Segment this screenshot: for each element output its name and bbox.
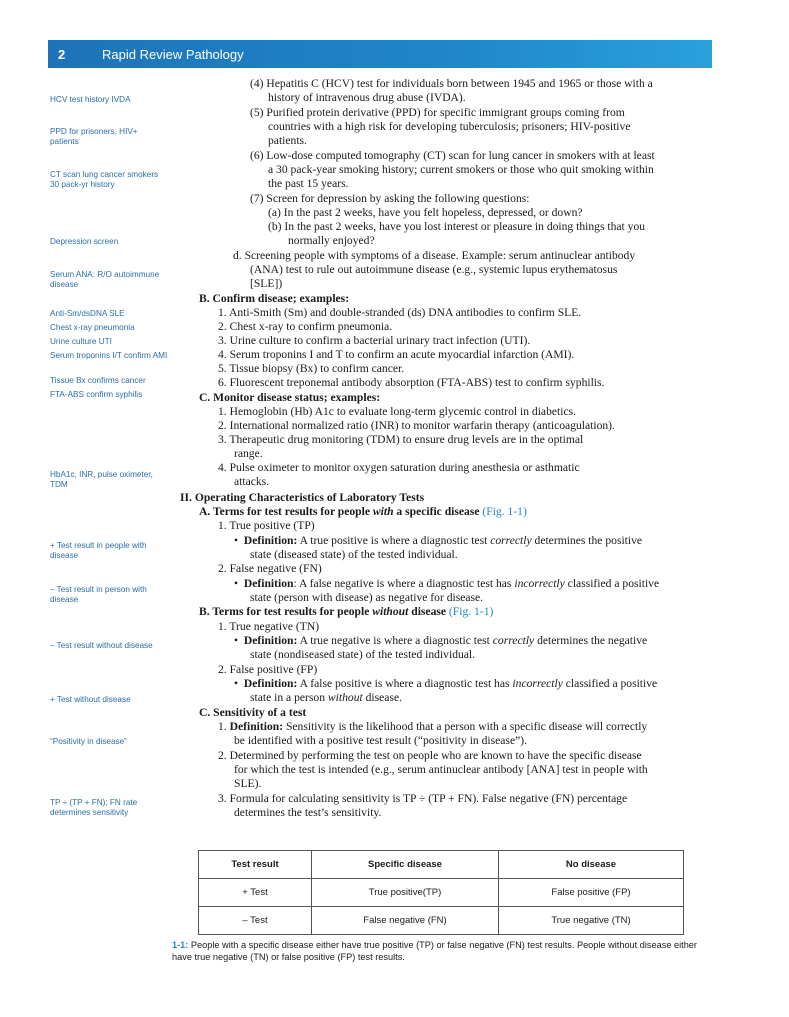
text-line: countries with a high risk for developing tuberculosis; prisoners; HIV-positive (268, 120, 631, 133)
margin-note: Serum ANA: R/O autoimmune disease (50, 270, 160, 289)
text-line: 2. False negative (FN) (218, 562, 322, 575)
section-heading: B. Confirm disease; examples: (199, 292, 350, 305)
text-line: d. Screening people with symptoms of a disease. Example: serum antinuclear antibody (233, 249, 636, 262)
page-header (48, 40, 712, 68)
margin-note: “Positivity in disease” (50, 737, 127, 746)
text-line: history of intravenous drug abuse (IVDA). (268, 91, 466, 104)
table-header-cell: No disease (499, 851, 684, 879)
margin-note: HbA1c, INR, pulse oximeter, TDM (50, 470, 153, 489)
text-line: 4. Serum troponins I and T to confirm an acute myocardial infarction (AMI). (218, 348, 575, 361)
text-line: state (nondiseased state) of the tested individual. (250, 648, 476, 661)
text-line: SLE). (234, 777, 262, 790)
table-cell: True positive(TP) (312, 879, 499, 907)
table-cell: – Test (199, 907, 312, 935)
figure-link[interactable]: (Fig. 1-1) (448, 605, 494, 618)
text-line: • Definition: A true negative is where a diagnostic test correctly determines the negative (234, 634, 648, 647)
section-heading: B. Terms for test results for people without disease (Fig. 1-1) (199, 605, 494, 618)
text-line: • Definition: A false negative is where a diagnostic test has incorrectly classified a positive (234, 577, 660, 590)
text-line: range. (234, 447, 263, 460)
margin-note: TP ÷ (TP + FN); FN rate determines sensitivity (50, 798, 138, 817)
margin-note: FTA-ABS confirm syphilis (50, 390, 143, 399)
table-header-cell: Specific disease (312, 851, 499, 879)
caption-label: 1-1: (172, 940, 189, 950)
text-line: state (diseased state) of the tested individual. (250, 548, 458, 561)
page-number: 2 (58, 46, 66, 62)
text-line: • Definition: A false positive is where a diagnostic test has incorrectly classified a positive (234, 677, 658, 690)
margin-note: Tissue Bx confirms cancer (50, 376, 146, 385)
margin-note: + Test result in people with disease (50, 541, 147, 560)
text-line: • Definition: A true positive is where a diagnostic test correctly determines the positive (234, 534, 643, 547)
section-heading: C. Sensitivity of a test (199, 706, 307, 719)
section-heading: A. Terms for test results for people with a specific disease (Fig. 1-1) (199, 505, 527, 518)
table-cell: False positive (FP) (499, 879, 684, 907)
text-line: 4. Pulse oximeter to monitor oxygen saturation during anesthesia or asthmatic (218, 461, 580, 474)
text-line: 1. Anti-Smith (Sm) and double-stranded (ds) DNA antibodies to confirm SLE. (218, 306, 582, 319)
text-line: (b) In the past 2 weeks, have you lost interest or pleasure in doing things that you (268, 220, 646, 233)
table-header-row (199, 851, 684, 879)
text-line: 3. Formula for calculating sensitivity is TP ÷ (TP + FN). False negative (FN) percentage (218, 792, 628, 805)
text-line: state (person with disease) as negative for disease. (250, 591, 484, 604)
text-line: 3. Urine culture to confirm a bacterial urinary tract infection (UTI). (218, 334, 531, 347)
margin-note: – Test result without disease (50, 641, 153, 650)
text-line: (7) Screen for depression by asking the following questions: (250, 192, 530, 205)
text-line: (5) Purified protein derivative (PPD) for specific immigrant groups coming from (250, 106, 625, 119)
margin-note: CT scan lung cancer smokers 30 pack-yr history (50, 170, 159, 189)
margin-note: HCV test history IVDA (50, 95, 131, 104)
text-line: attacks. (234, 475, 270, 488)
margin-note: Urine culture UTI (50, 337, 112, 346)
text-line: 5. Tissue biopsy (Bx) to confirm cancer. (218, 362, 405, 375)
text-line: (ANA) test to rule out autoimmune disease (e.g., systemic lupus erythematosus (250, 263, 618, 276)
margin-note: – Test result in person with disease (50, 585, 147, 604)
table-cell: + Test (199, 879, 312, 907)
text-line: patients. (268, 134, 307, 147)
section-heading: II. Operating Characteristics of Laboratory Tests (180, 491, 425, 504)
margin-note: Serum troponins I/T confirm AMI (50, 351, 168, 360)
text-line: 1. True positive (TP) (218, 519, 315, 532)
caption-text: People with a specific disease either have true positive (TP) or false negative (FN) test results. People without disease either have true negative (TN) or false positive (FP) test results. (172, 940, 697, 962)
figure-table (198, 850, 684, 935)
margin-note: Depression screen (50, 237, 119, 246)
text-line: be identified with a positive test result (“positivity in disease”). (234, 734, 527, 747)
margin-note: + Test without disease (50, 695, 131, 704)
text-line: a 30 pack-year smoking history; current smokers or those who quit smoking within (268, 163, 654, 176)
margin-note: Anti-Sm/dsDNA SLE (50, 309, 125, 318)
text-line: 3. Therapeutic drug monitoring (TDM) to ensure drug levels are in the optimal (218, 433, 584, 446)
table-row (199, 907, 684, 935)
text-line: 6. Fluorescent treponemal antibody absorption (FTA-ABS) test to confirm syphilis. (218, 376, 605, 389)
table-cell: False negative (FN) (312, 907, 499, 935)
margin-note: PPD for prisoners, HIV+ patients (50, 127, 138, 146)
text-line: 1. Definition: Sensitivity is the likelihood that a person with a specific disease will correctly (218, 720, 648, 733)
margin-note: Chest x-ray pneumonia (50, 323, 135, 332)
text-line: 2. False positive (FP) (218, 663, 318, 676)
text-line: 2. Determined by performing the test on people who are known to have the specific disease (218, 749, 642, 762)
text-line: determines the test’s sensitivity. (234, 806, 382, 819)
text-line: (4) Hepatitis C (HCV) test for individuals born between 1945 and 1965 or those with a (250, 77, 653, 90)
text-line: [SLE]) (250, 277, 283, 290)
text-line: state in a person without disease. (250, 691, 402, 704)
text-line: 2. International normalized ratio (INR) to monitor warfarin therapy (anticoagulation). (218, 419, 615, 432)
text-line: 1. True negative (TN) (218, 620, 320, 633)
text-line: (6) Low-dose computed tomography (CT) scan for lung cancer in smokers with at least (250, 149, 655, 162)
text-line: 1. Hemoglobin (Hb) A1c to evaluate long-term glycemic control in diabetics. (218, 405, 577, 418)
table-header-cell: Test result (199, 851, 312, 879)
text-line: 2. Chest x-ray to confirm pneumonia. (218, 320, 393, 333)
table-cell: True negative (TN) (499, 907, 684, 935)
table-row (199, 879, 684, 907)
figure-link[interactable]: (Fig. 1-1) (482, 505, 527, 518)
book-title: Rapid Review Pathology (102, 46, 244, 62)
section-heading: C. Monitor disease status; examples: (199, 391, 381, 404)
text-line: for which the test is intended (e.g., serum antinuclear antibody [ANA] test in people with (234, 763, 648, 776)
text-line: the past 15 years. (268, 177, 349, 190)
figure-caption (172, 939, 717, 963)
text-line: normally enjoyed? (288, 234, 375, 247)
text-line: (a) In the past 2 weeks, have you felt hopeless, depressed, or down? (268, 206, 583, 219)
